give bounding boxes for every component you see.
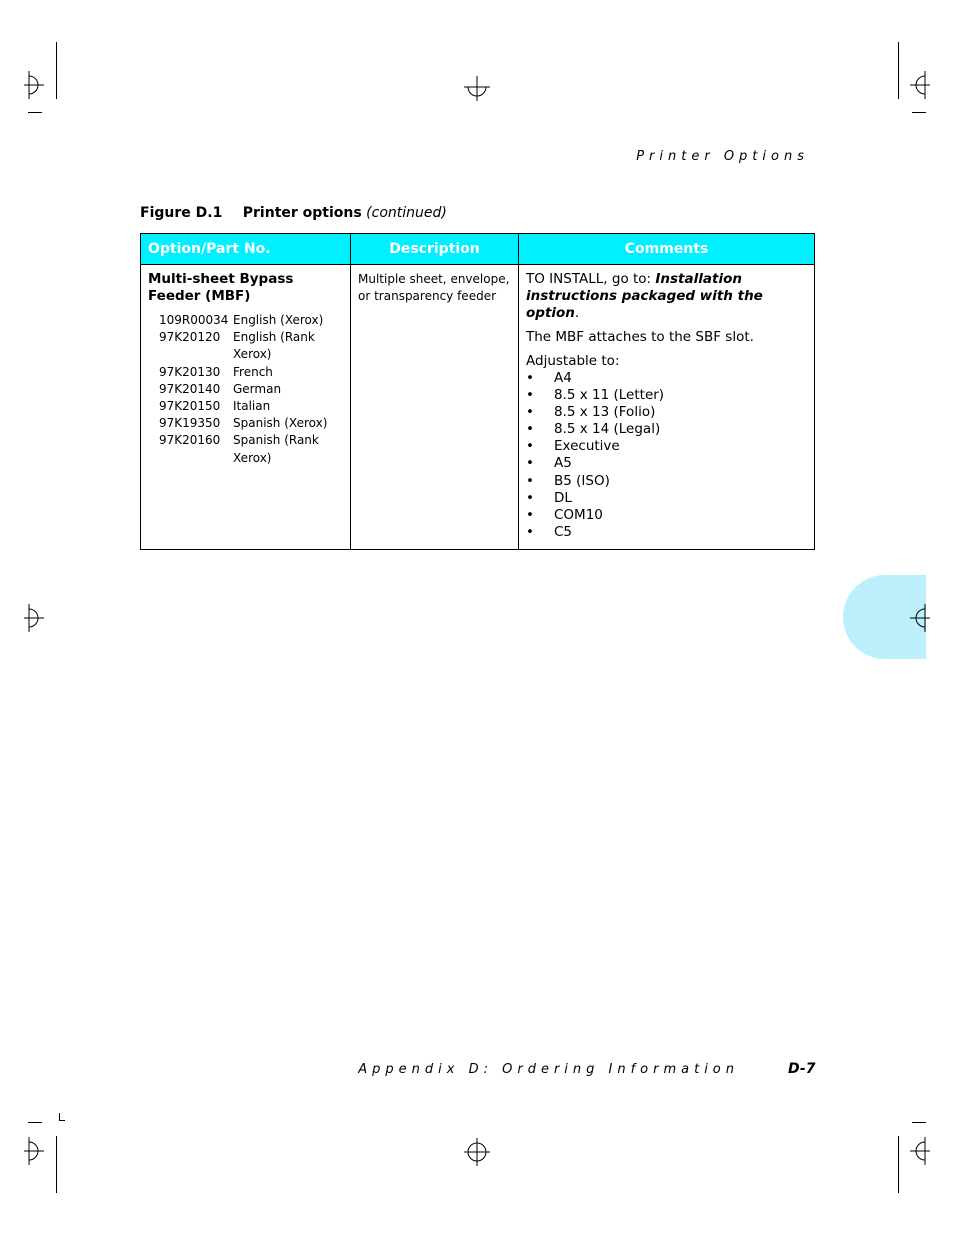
install-note xyxy=(526,271,807,322)
option-title: Multi-sheet Bypass Feeder (MBF) xyxy=(148,271,294,304)
list-item xyxy=(159,432,343,466)
install-suffix: . xyxy=(574,305,580,321)
part-language: Italian xyxy=(233,399,271,414)
bullet-icon: • xyxy=(526,421,534,438)
part-number: 97K20120 xyxy=(159,330,221,345)
footer-chapter-title: Appendix D: Ordering Information xyxy=(358,1062,739,1077)
list-item xyxy=(159,398,343,415)
paper-size: C5 xyxy=(554,523,573,540)
bullet-icon: • xyxy=(526,455,534,472)
paper-size: 8.5 x 13 (Folio) xyxy=(554,404,656,421)
bullet-icon: • xyxy=(526,370,534,386)
install-prefix: TO INSTALL, go to: xyxy=(526,271,656,287)
bullet-icon: • xyxy=(526,489,534,506)
part-language: German xyxy=(233,381,282,396)
option-description: Multiple sheet, envelope, or transparency feeder xyxy=(358,272,510,303)
paper-size: A5 xyxy=(554,455,572,472)
list-item xyxy=(526,438,807,455)
part-language: English (Rank Xerox) xyxy=(233,330,315,362)
figure-continued: (continued) xyxy=(366,205,447,221)
part-number: 97K19350 xyxy=(159,416,221,431)
attach-note: The MBF attaches to the SBF slot. xyxy=(526,329,754,345)
bullet-icon: • xyxy=(526,404,534,421)
list-item xyxy=(159,329,343,363)
bullet-icon: • xyxy=(526,506,534,523)
list-item xyxy=(159,381,343,398)
part-language: French xyxy=(233,364,273,379)
part-language: English (Xerox) xyxy=(233,313,324,327)
paper-size-list xyxy=(526,370,807,541)
option-cell xyxy=(141,265,351,550)
bullet-icon: • xyxy=(526,387,534,404)
list-item xyxy=(159,364,343,381)
part-number: 97K20160 xyxy=(159,433,221,448)
table-row xyxy=(141,265,815,550)
paper-size: A4 xyxy=(554,370,572,386)
adjustable-label: Adjustable to: xyxy=(526,353,620,369)
figure-caption xyxy=(140,205,447,221)
column-header-option: Option/Part No. xyxy=(141,234,351,265)
list-item xyxy=(526,524,807,541)
list-item xyxy=(526,507,807,524)
registration-mark-icon xyxy=(24,1136,46,1166)
registration-mark-icon xyxy=(24,603,46,633)
registration-mark-icon xyxy=(462,76,492,102)
figure-number: Figure D.1 xyxy=(140,205,223,221)
part-number: 97K20150 xyxy=(159,399,221,414)
bullet-icon: • xyxy=(526,472,534,489)
registration-mark-icon xyxy=(908,70,930,100)
part-number-list xyxy=(159,312,343,467)
column-header-comments: Comments xyxy=(519,234,815,265)
install-instructions-link[interactable]: Installation instructions packaged with the option xyxy=(526,271,763,321)
description-cell xyxy=(351,265,519,550)
list-item xyxy=(159,312,343,329)
registration-mark-icon xyxy=(908,1136,930,1166)
comments-cell xyxy=(519,265,815,550)
registration-mark-icon xyxy=(908,603,930,633)
part-number: 109R00034 xyxy=(159,313,229,327)
list-item xyxy=(526,404,807,421)
table-header-row xyxy=(141,234,815,265)
paper-size: 8.5 x 14 (Legal) xyxy=(554,421,661,438)
paper-size: 8.5 x 11 (Letter) xyxy=(554,387,665,404)
registration-mark-icon xyxy=(24,70,46,100)
list-item xyxy=(526,473,807,490)
paper-size: Executive xyxy=(554,438,620,455)
printer-options-table xyxy=(140,233,815,550)
list-item xyxy=(159,415,343,432)
figure-title: Printer options xyxy=(242,205,362,221)
page-number: D-7 xyxy=(788,1061,816,1077)
bullet-icon: • xyxy=(526,523,534,540)
part-number: 97K20130 xyxy=(159,364,221,379)
part-number: 97K20140 xyxy=(159,381,221,396)
list-item xyxy=(526,370,807,387)
paper-size: DL xyxy=(554,489,572,506)
part-language: Spanish (Xerox) xyxy=(233,416,328,431)
registration-mark-icon xyxy=(462,1137,492,1167)
part-language: Spanish (Rank Xerox) xyxy=(233,433,319,465)
paper-size: COM10 xyxy=(554,506,603,523)
bullet-icon: • xyxy=(526,438,534,455)
paper-size: B5 (ISO) xyxy=(554,472,610,489)
column-header-description: Description xyxy=(351,234,519,265)
list-item xyxy=(526,455,807,472)
list-item xyxy=(526,421,807,438)
list-item xyxy=(526,387,807,404)
running-head: Printer Options xyxy=(636,149,809,164)
list-item xyxy=(526,490,807,507)
